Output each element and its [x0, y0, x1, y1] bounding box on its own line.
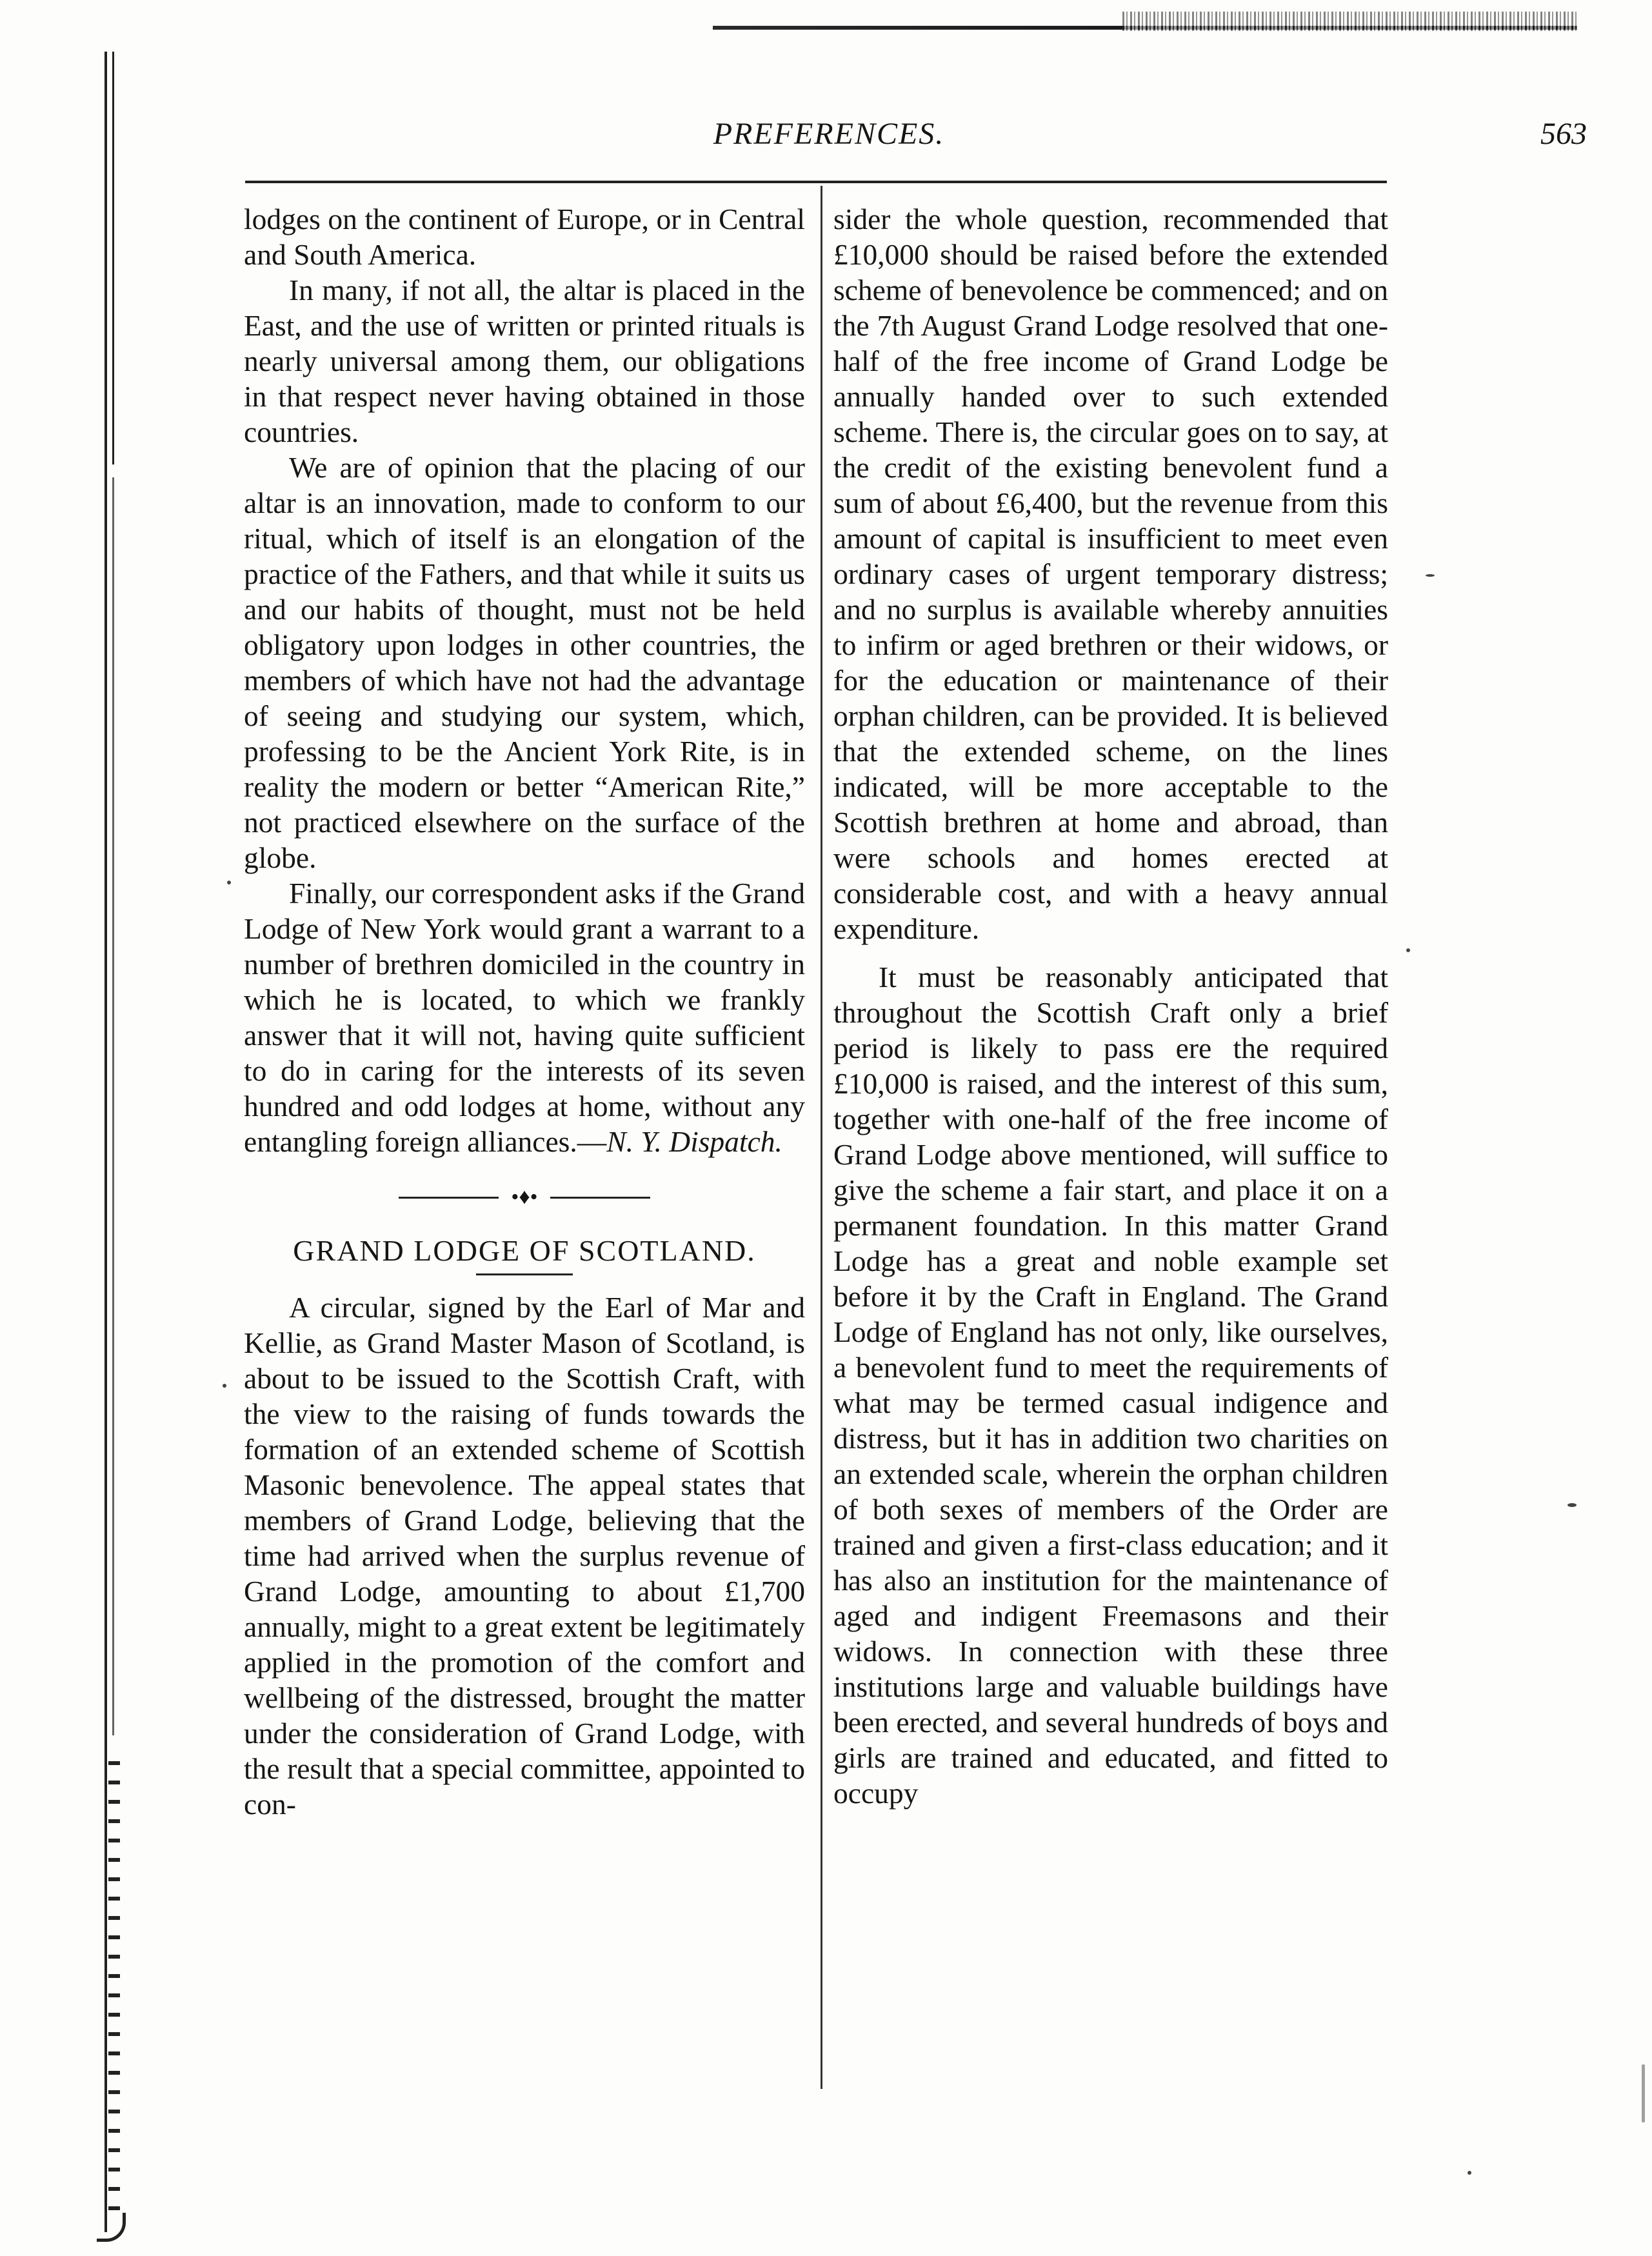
page-number: 563 [1540, 117, 1587, 151]
column-divider [821, 186, 822, 2089]
paragraph-gap [833, 946, 1388, 959]
paragraph: A circular, signed by the Earl of Mar and Kellie, as Grand Master Mason of Scotland, is about to be issued to the Scottish Craft, with the view to the raising of funds towards the formation of an extended scheme of Scottish Masonic benevolence. The appeal states that members of Grand Lodge, believing that the time had arrived when the surplus revenue of Grand Lodge, amounting to about £1,700 annually, might to a great extent be legitimately applied in the promotion of the comfort and wellbeing of the distressed, brought the matter under the consideration of Grand Lodge, with the result that a special committee, appointed to con- [244, 1291, 805, 1821]
section-heading: GRAND LODGE OF SCOTLAND. [293, 1234, 756, 1267]
binding-edge-line-inner-lower [112, 477, 114, 1735]
paragraph: lodges on the continent of Europe, or in Central and South America. [244, 203, 805, 271]
binding-edge-marks [108, 1761, 120, 2213]
paragraph [244, 875, 805, 1159]
scan-speck [1642, 2064, 1645, 2122]
heading-underline [476, 1273, 573, 1275]
left-column [244, 201, 805, 1822]
binding-edge-hook [97, 2213, 126, 2242]
source-credit: N. Y. Dispatch. [606, 1125, 782, 1158]
binding-edge-line [104, 52, 107, 2232]
paragraph: We are of opinion that the placing of our altar is an innovation, made to conform to our ritual, which of itself is an elongation of the practice of the Fathers, and that while it suits us and our habits of thought, must not be held obligatory upon lodges in other countries, the members of which have not had the advantage of seeing and studying our system, which, professing to be the Ancient York Rite, is in reality the modern or better “American Rite,” not practiced elsewhere on the surface of the globe. [244, 451, 805, 874]
header-rule [245, 181, 1387, 183]
binding-edge-line-inner [112, 52, 114, 464]
paragraph: In many, if not all, the altar is placed in the East, and the use of written or printed rituals is nearly universal among them, our obligations in that respect never having obtained in those countries. [244, 274, 805, 448]
scan-speck [1567, 1503, 1577, 1507]
paragraph: It must be reasonably anticipated that throughout the Scottish Craft only a brief period is likely to pass ere the required £10,000 is raised, and the interest of this sum, together with one-half of the free income of Grand Lodge above mentioned, will suffice to give the scheme a fair start, and place it on a permanent foundation. In this matter Grand Lodge has a great and noble example set before it by the Craft in England. The Grand Lodge of England has not only, like ourselves, a benevolent fund to meet the requirements of what may be termed casual indigence and distress, but it has in addition two charities on an extended scale, wherein the orphan children of both sexes of members of the Order are trained and given a first-class education; and it has also an institution for the maintenance of aged and indigent Freemasons and their widows. In connection with these three institutions large and valuable buildings have been erected, and several hundreds of boys and girls are trained and educated, and fitted to occupy [833, 961, 1388, 1810]
paragraph: sider the whole question, recommended that £10,000 should be raised before the extended scheme of benevolence be commenced; and on the 7th August Grand Lodge resolved that one-half of the free income of Grand Lodge be annually handed over to such extended scheme. There is, the circular goes on to say, at the credit of the existing benevolent fund a sum of about £6,400, but the revenue from this amount of capital is insufficient to meet even ordinary cases of urgent temporary distress; and no surplus is available whereby annuities to infirm or aged brethren or their widows, or for the education or maintenance of their orphan children, can be provided. It is believed that the extended scheme, on the lines indicated, will be more acceptable to the Scottish brethren at home and abroad, than were schools and homes erected at considerable cost, and with a heavy annual expenditure. [833, 203, 1388, 945]
scan-speck [1426, 574, 1435, 577]
section-divider [244, 1181, 805, 1213]
scan-speck [1406, 948, 1410, 952]
scan-speck [1468, 2171, 1471, 2175]
right-column [833, 201, 1388, 1811]
paragraph-text: Finally, our correspondent asks if the Grand Lodge of New York would grant a warrant to a number of brethren domiciled in the country in which he is located, to which we frankly answer that it will not, having quite sufficient to do in caring for the interests of its seven hundred and odd lodges at home, without any entangling foreign alliances.— [244, 877, 805, 1158]
scan-speck [227, 881, 231, 884]
running-head: PREFERENCES. [713, 117, 945, 151]
scan-speck [223, 1384, 226, 1388]
top-edge-scan-artifact [1122, 12, 1577, 31]
divider-ornament: •♦• [499, 1181, 550, 1213]
